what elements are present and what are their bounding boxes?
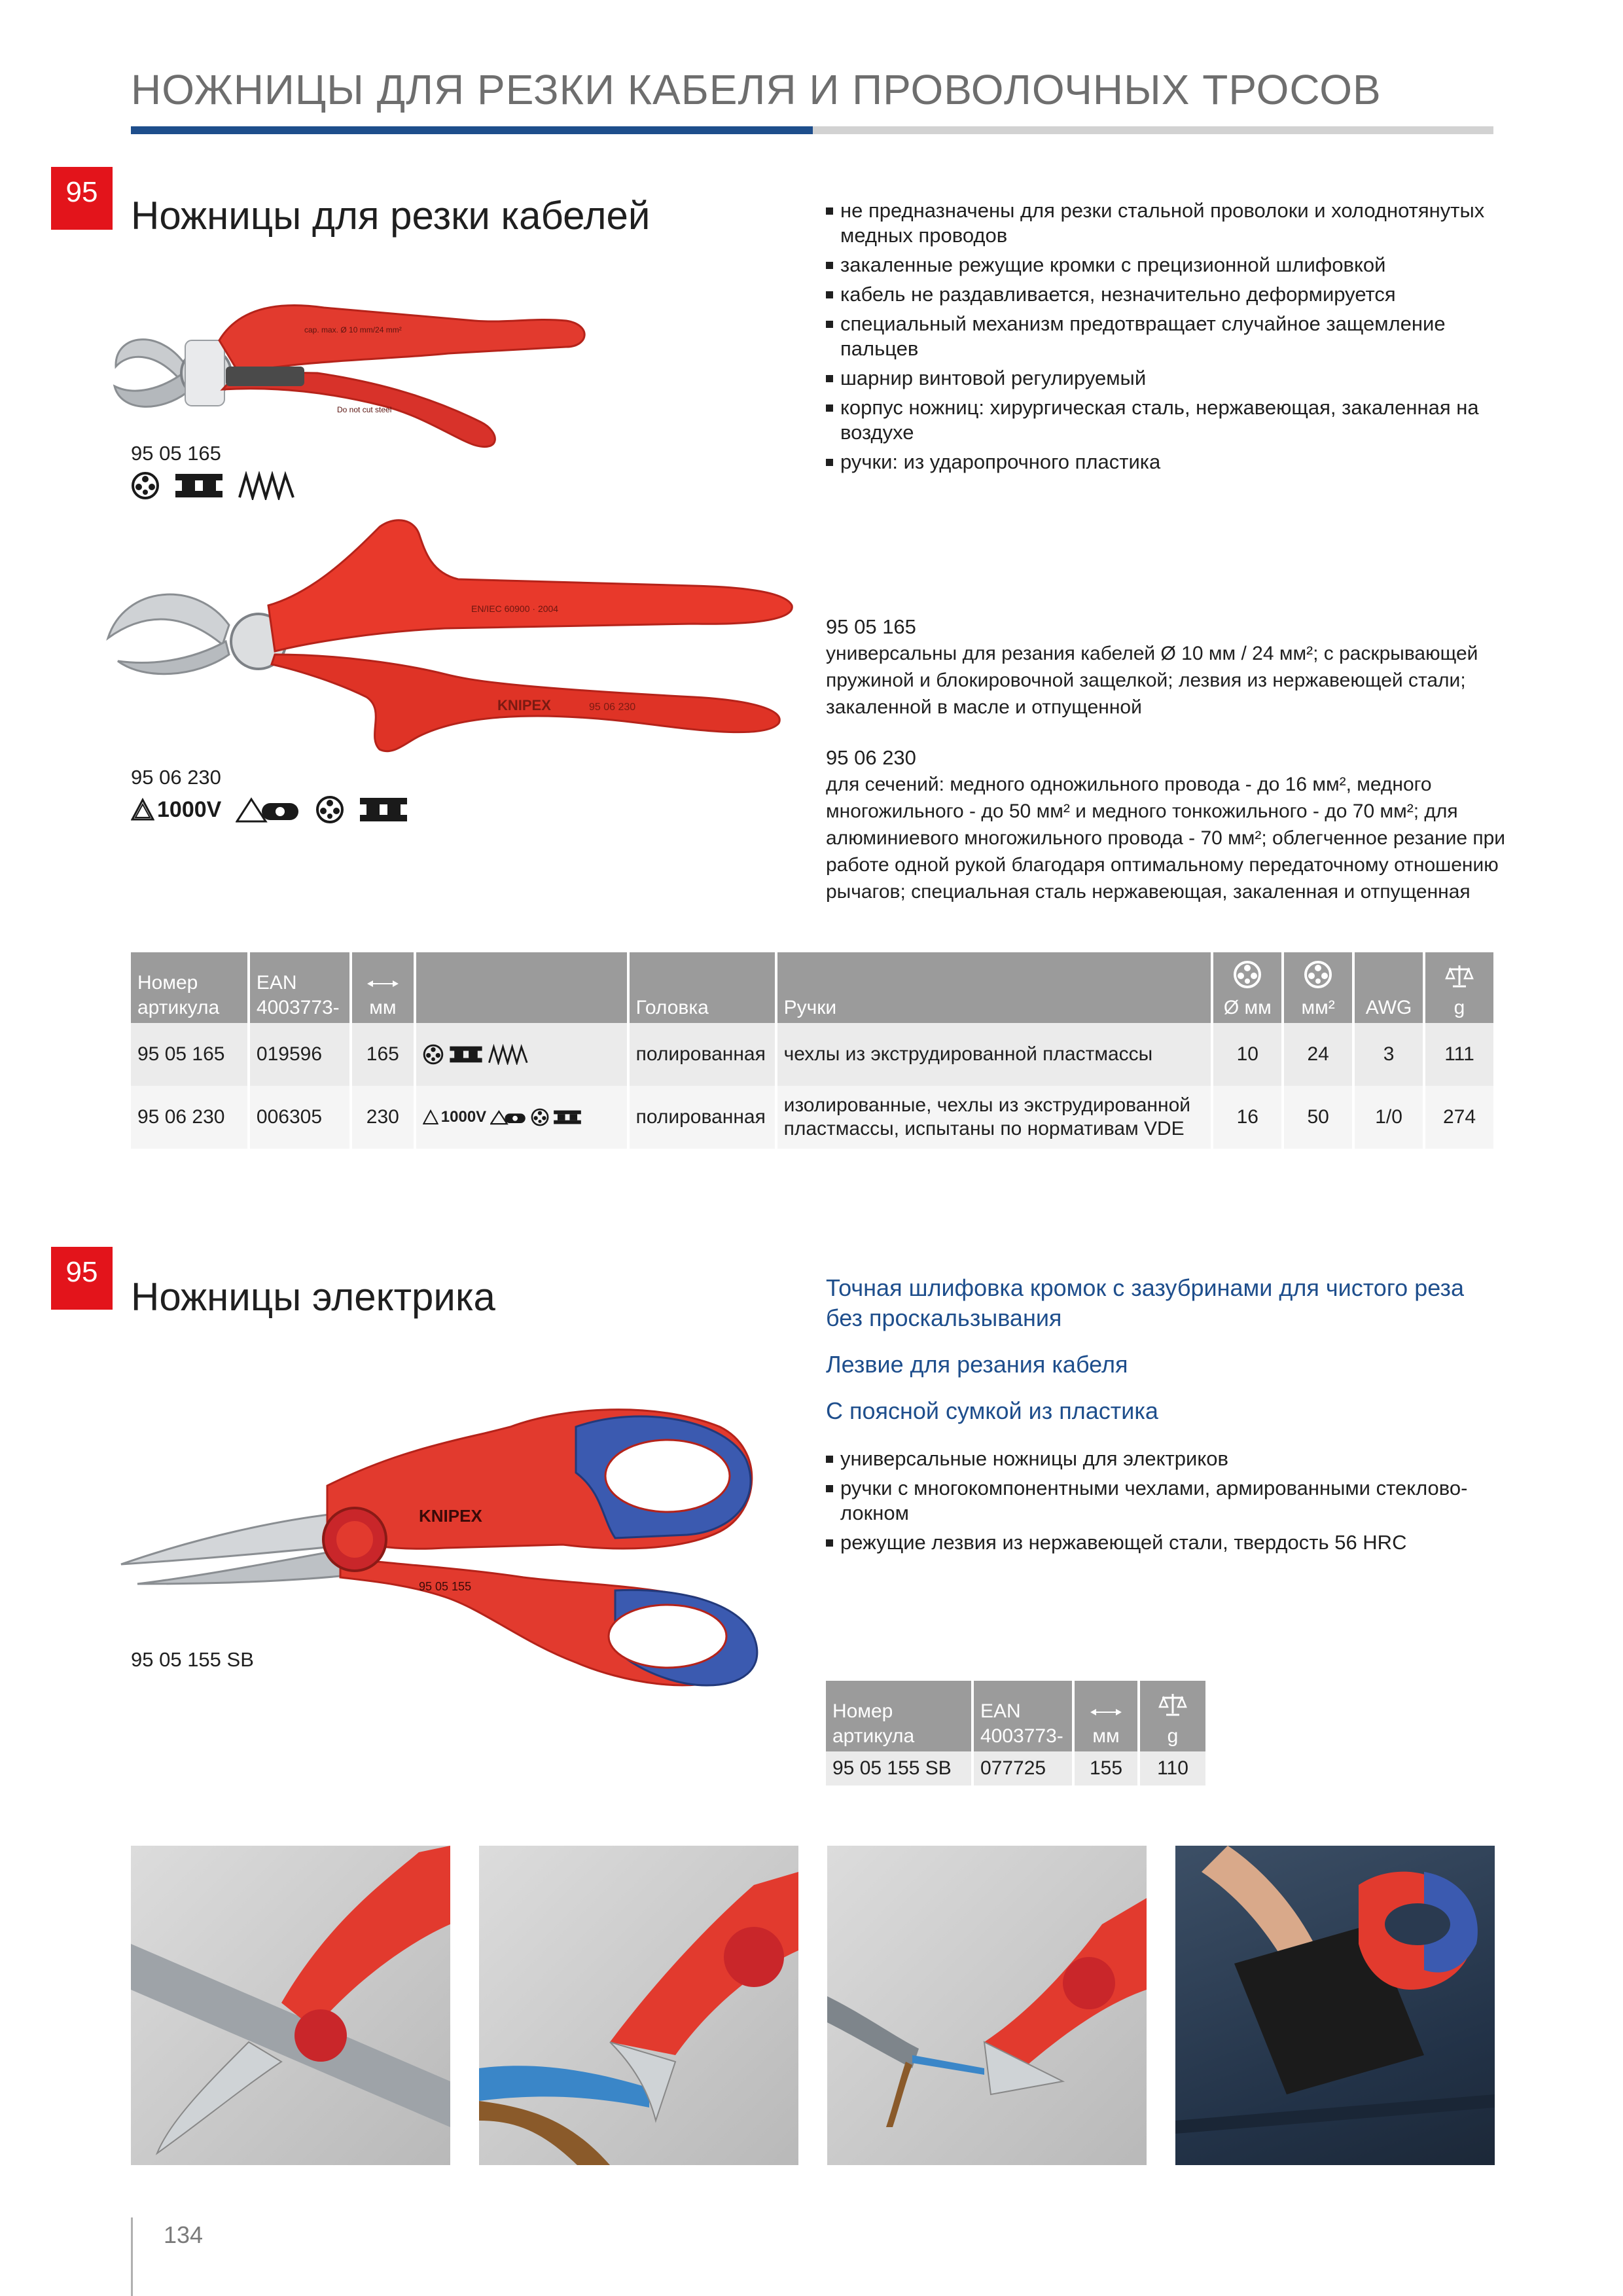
usage-photo-stripping-wire: [479, 1846, 798, 2165]
scale-icon: [1158, 1691, 1187, 1717]
list-item: кабель не раздавливается, незначительно деформируется: [826, 282, 1493, 307]
serrated-blade-icon: [238, 471, 296, 500]
column-header-article: Номер артикула: [131, 952, 247, 1023]
tool-engraving: cap. max. Ø 10 mm/24 mm²: [304, 325, 402, 334]
feature-highlight: Лезвие для резания кабеля: [826, 1351, 1128, 1378]
product-image-95-06-230: [105, 514, 798, 769]
column-header-area: [1284, 952, 1352, 1023]
cell-icons: [416, 1023, 627, 1086]
usage-photo-illustration: [1175, 1846, 1495, 2165]
cell-area: 24: [1284, 1023, 1352, 1086]
vde-1000v-badge: [423, 1105, 486, 1129]
cell-awg: 1/0: [1355, 1086, 1423, 1149]
cable-cross-section-icon: [131, 471, 160, 500]
list-item: универсальные ножницы для электриков: [826, 1446, 1493, 1471]
feature-highlight: Точная шлифовка кромок с зазубринами для чистого реза без проскальзывания: [826, 1274, 1464, 1331]
feature-list: [826, 1446, 1493, 1560]
insulated-cable-icon: [490, 1109, 527, 1126]
product-code: 95 06 230: [131, 766, 221, 789]
diameter-unit: Ø мм: [1223, 997, 1272, 1018]
cell-ean: 019596: [250, 1023, 349, 1086]
list-item: ручки: из ударопрочного пластика: [826, 450, 1493, 475]
vde-1000v-badge: [131, 797, 221, 823]
cell-article: 95 06 230: [131, 1086, 247, 1149]
cell-ean: 006305: [250, 1086, 349, 1149]
cell-diameter: 10: [1213, 1023, 1281, 1086]
cable-cross-section-icon: [531, 1108, 549, 1126]
voltage-label: 1000V: [440, 1108, 487, 1126]
column-header-awg: AWG: [1355, 952, 1423, 1023]
usage-photo-illustration: [479, 1846, 798, 2165]
cell-area: 50: [1284, 1086, 1352, 1149]
list-item: закаленные режущие кромки с прецизионной шлифовкой: [826, 253, 1493, 278]
cell-handles: чехлы из экструдированной пластмассы: [777, 1023, 1211, 1086]
usage-photo-wire-close-up: [827, 1846, 1147, 2165]
stranded-wire-icon: [174, 471, 224, 500]
length-unit: мм: [369, 997, 397, 1018]
cell-length: 155: [1075, 1751, 1137, 1785]
cell-article: 95 05 155 SB: [826, 1751, 971, 1785]
list-item: корпус ножниц: хирургическая сталь, нержавеющая, закаленная на воздухе: [826, 395, 1493, 445]
table-row: [131, 1023, 1493, 1086]
section-tab-badge: 95: [51, 167, 113, 230]
cable-cross-section-icon: [1233, 960, 1262, 989]
stranded-wire-icon: [553, 1108, 582, 1126]
cell-article: 95 05 165: [131, 1023, 247, 1086]
tool-model-engraving: 95 06 230: [589, 702, 636, 713]
column-header-icons: [416, 952, 627, 1023]
header-rule: [131, 126, 813, 134]
spec-table: [128, 952, 1496, 1149]
usage-photo-belt-holster: [1175, 1846, 1495, 2165]
cell-head: полированная: [630, 1023, 775, 1086]
product-code: 95 05 165: [131, 442, 221, 465]
length-arrow-icon: [367, 978, 399, 989]
section-title: Ножницы электрика: [131, 1275, 495, 1319]
cell-head: полированная: [630, 1086, 775, 1149]
cable-cross-section-icon: [423, 1044, 444, 1065]
tool-standard-engraving: EN/IEC 60900 · 2004: [471, 603, 559, 614]
usage-photo-cutting-cable: [131, 1846, 450, 2165]
cell-weight: 110: [1140, 1751, 1205, 1785]
column-header-length: [352, 952, 414, 1023]
footer-rule: [131, 2217, 133, 2296]
description-text: для сечений: медного одножильного провода - до 16 мм², медного многожильного - до 50 мм² и медного тонкожильного - до 70 мм²; для алюминиевого многожильного провода - 70 мм²; облегченное резание при работе одной рукой благодаря оптимальному передаточному отношению рычагов; специальная сталь нержавеющая, закаленная и отпущенная: [826, 774, 1506, 903]
feature-list: [826, 198, 1493, 479]
list-item: шарнир винтовой регулируемый: [826, 366, 1493, 391]
column-header-ean: EAN 4003773-: [974, 1681, 1072, 1751]
cell-awg: 3: [1355, 1023, 1423, 1086]
product-icons: [131, 795, 408, 824]
list-item: ручки с многокомпонентными чехлами, армированными стеклово-локном: [826, 1476, 1493, 1526]
table-header-row: [131, 952, 1493, 1023]
table-row: [131, 1086, 1493, 1149]
table-row: [826, 1751, 1205, 1785]
column-header-handles: Ручки: [777, 952, 1211, 1023]
usage-photo-illustration: [131, 1846, 450, 2165]
list-item: не предназначены для резки стальной проволоки и холоднотянутых медных проводов: [826, 198, 1493, 248]
cell-length: 230: [352, 1086, 414, 1149]
stranded-wire-icon: [359, 795, 408, 824]
cell-weight: 274: [1425, 1086, 1493, 1149]
cell-weight: 111: [1425, 1023, 1493, 1086]
tool-brand-engraving: KNIPEX: [497, 697, 551, 713]
weight-unit: g: [1167, 1725, 1179, 1747]
description-code: 95 05 165: [826, 615, 916, 638]
vde-triangle-icon: [131, 798, 154, 821]
weight-unit: g: [1454, 997, 1465, 1018]
cell-length: 165: [352, 1023, 414, 1086]
tool-warning-engraving: Do not cut steel: [337, 405, 392, 414]
page-title: НОЖНИЦЫ ДЛЯ РЕЗКИ КАБЕЛЯ И ПРОВОЛОЧНЫХ ТРОСОВ: [131, 66, 1382, 113]
stranded-wire-icon: [449, 1044, 483, 1065]
list-item: специальный механизм предотвращает случайное защемление пальцев: [826, 312, 1493, 361]
column-header-ean: EAN 4003773-: [250, 952, 349, 1023]
cable-cross-section-icon: [315, 795, 344, 824]
cell-icons: [416, 1086, 627, 1149]
header-rule-grey: [813, 126, 1493, 134]
cable-cross-section-icon: [1304, 960, 1332, 989]
vde-triangle-icon: [423, 1109, 438, 1125]
product-code: 95 05 155 SB: [131, 1648, 254, 1671]
column-header-diameter: [1213, 952, 1281, 1023]
length-unit: мм: [1092, 1725, 1120, 1747]
cell-diameter: 16: [1213, 1086, 1281, 1149]
voltage-label: 1000V: [157, 797, 222, 822]
cell-handles: изолированные, чехлы из экструдированной пластмассы, испытаны по нормативам VDE: [777, 1086, 1211, 1149]
usage-photo-illustration: [827, 1846, 1147, 2165]
serrated-blade-icon: [488, 1044, 529, 1065]
page-number: 134: [164, 2221, 204, 2248]
tool-brand-engraving: KNIPEX: [419, 1506, 482, 1526]
description-code: 95 06 230: [826, 746, 916, 769]
tool-model-engraving: 95 05 155: [419, 1580, 472, 1593]
feature-highlight: С поясной сумкой из пластика: [826, 1397, 1158, 1424]
product-image-95-05-165: [108, 281, 605, 452]
table-header-row: [826, 1681, 1205, 1751]
column-header-weight: [1425, 952, 1493, 1023]
column-header-length: [1075, 1681, 1137, 1751]
section-title: Ножницы для резки кабелей: [131, 194, 651, 238]
insulated-cable-icon: [236, 795, 301, 824]
column-header-article: Номер артикула: [826, 1681, 971, 1751]
scale-icon: [1445, 963, 1474, 989]
description-text: универсальны для резания кабелей Ø 10 мм / 24 мм²; с раскрывающей пружиной и блокировочной защелкой; лезвия из нержавеющей стали; закаленной в масле и отпущенной: [826, 643, 1478, 718]
cell-ean: 077725: [974, 1751, 1072, 1785]
column-header-weight: [1140, 1681, 1205, 1751]
section-tab-badge: 95: [51, 1247, 113, 1310]
spec-table: [823, 1681, 1208, 1785]
column-header-head: Головка: [630, 952, 775, 1023]
product-icons: [131, 471, 296, 500]
length-arrow-icon: [1090, 1707, 1122, 1717]
cable-shears-vde-illustration: [105, 514, 798, 769]
cable-shears-small-illustration: [108, 281, 605, 452]
list-item: режущие лезвия из нержавеющей стали, твердость 56 HRC: [826, 1530, 1493, 1555]
area-unit: мм²: [1301, 997, 1335, 1018]
